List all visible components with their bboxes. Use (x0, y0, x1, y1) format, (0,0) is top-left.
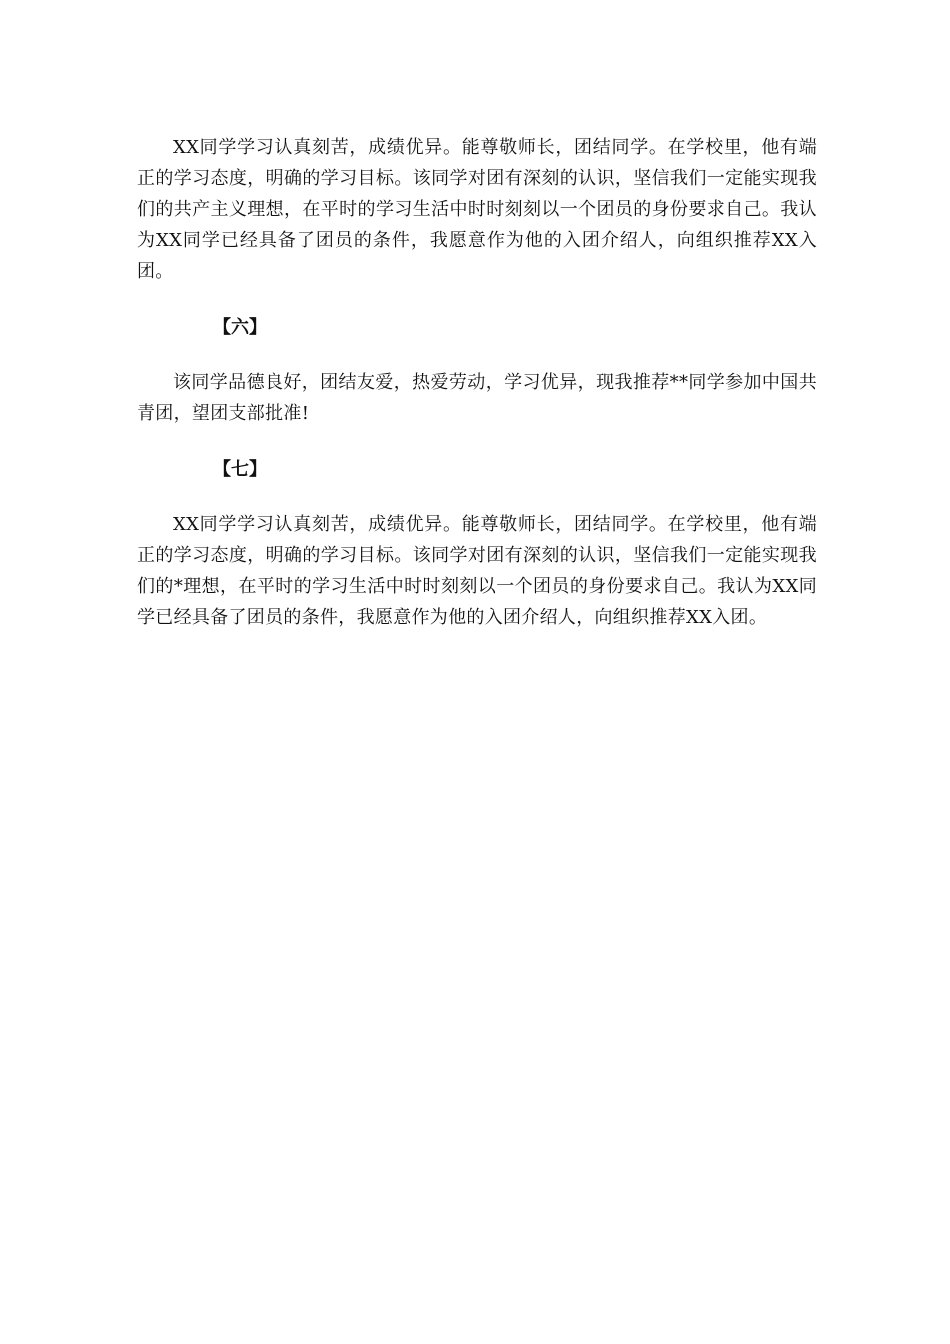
recommendation-paragraph-5: XX同学学习认真刻苦，成绩优异。能尊敬师长，团结同学。在学校里，他有端正的学习态度，明确的学习目标。该同学对团有深刻的认识，坚信我们一定能实现我们的共产主义理想，在平时的学习生活中时时刻刻以一个团员的身份要求自己。我认为XX同学已经具备了团员的条件，我愿意作为他的入团介绍人，向组织推荐XX入团。 (137, 137, 817, 282)
recommendation-paragraph-7: XX同学学习认真刻苦，成绩优异。能尊敬师长，团结同学。在学校里，他有端正的学习态度，明确的学习目标。该同学对团有深刻的认识，坚信我们一定能实现我们的*理想，在平时的学习生活中时时刻刻以一个团员的身份要求自己。我认为XX同学已经具备了团员的条件，我愿意作为他的入团介绍人，向组织推荐XX入团。 (137, 514, 817, 628)
section-heading-6: 【六】 (213, 317, 267, 338)
spacer (137, 429, 817, 454)
recommendation-paragraph-6: 该同学品德良好，团结友爱，热爱劳动，学习优异，现我推荐**同学参加中国共青团，望团支部批准! (137, 372, 817, 424)
spacer (137, 287, 817, 312)
section-heading-7: 【七】 (213, 459, 267, 480)
document-body (137, 132, 817, 633)
spacer (137, 485, 817, 509)
spacer (137, 343, 817, 367)
